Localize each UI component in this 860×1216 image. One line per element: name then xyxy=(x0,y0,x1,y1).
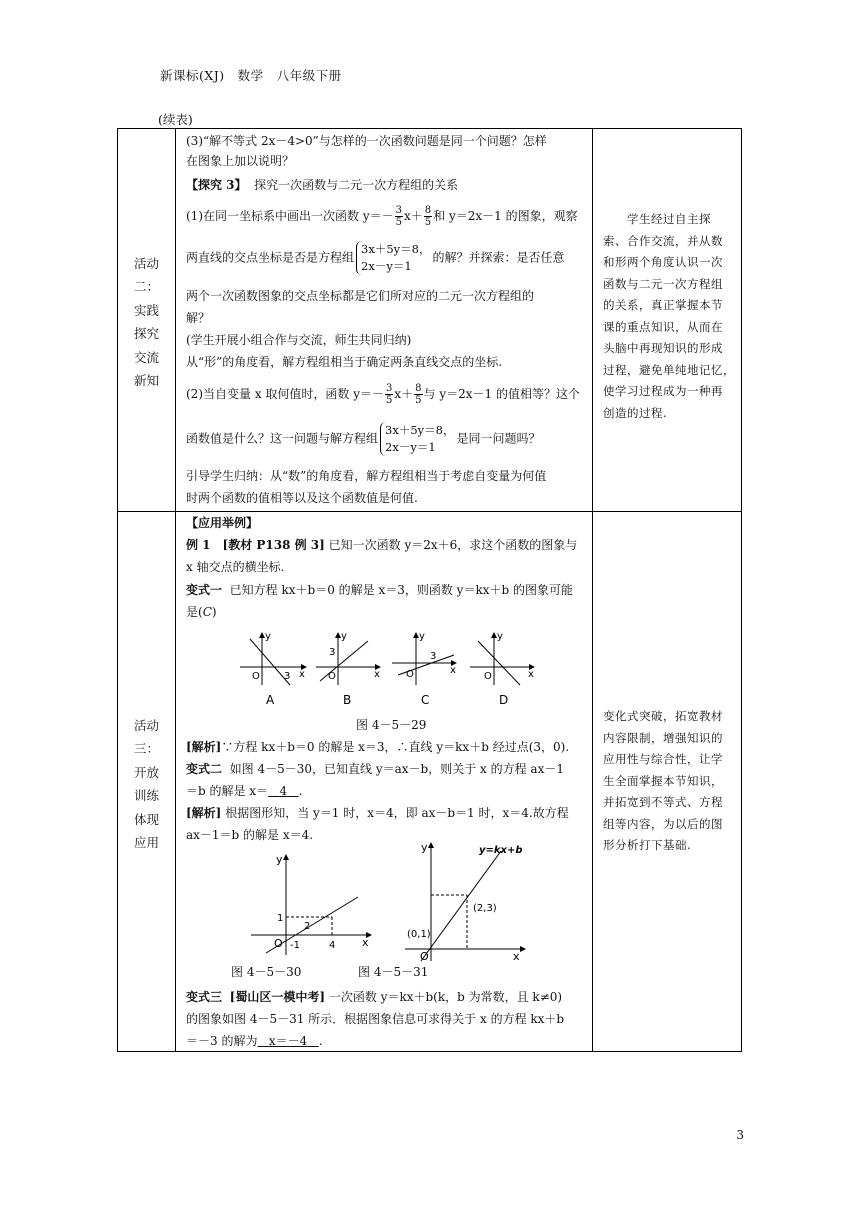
tick-label: 3 xyxy=(329,647,336,658)
row1-note xyxy=(603,209,741,424)
label-line: 实践 xyxy=(133,302,159,318)
note-line: 使学习过程成为一种再 xyxy=(603,384,723,398)
row2-note xyxy=(603,706,741,857)
variant-tag: 变式二 xyxy=(186,762,223,776)
axis-label: x xyxy=(450,665,456,676)
tick-label: 3 xyxy=(430,651,437,662)
example-1-cont: x 轴交点的横坐标. xyxy=(186,560,285,574)
figure-4-5-31 xyxy=(401,839,531,963)
note-line: 的关系，真正掌握本节 xyxy=(603,298,723,312)
text: (1)在同一坐标系中画出一次函数 y＝－ xyxy=(186,209,394,223)
graph-letter: A xyxy=(266,693,275,707)
axis-label: y xyxy=(497,631,503,642)
figure-4-5-29 xyxy=(238,629,538,709)
note-line: 生全面掌握本节知识， xyxy=(603,773,723,788)
p2-line1 xyxy=(186,383,580,406)
origin-label: O xyxy=(406,669,414,680)
label-line: 新知 xyxy=(133,373,159,389)
label-line: 训练 xyxy=(133,788,159,804)
origin-label: O xyxy=(420,950,429,963)
analysis-tag: [解析] xyxy=(186,806,222,820)
frac-den: 5 xyxy=(424,217,432,228)
variant-tag: 变式一 xyxy=(186,583,223,597)
frac-num: 8 xyxy=(424,205,432,216)
axis-label: y xyxy=(276,853,283,866)
explore-title: 探究一次函数与二元一次方程组的关系 xyxy=(254,178,459,192)
row2-label xyxy=(118,714,175,854)
example-tag: 例 1 [教材 P138 例 3] xyxy=(186,538,325,552)
equation-system xyxy=(356,241,430,275)
point-label: (0,1) xyxy=(407,929,431,940)
explore-tag: 【探究 3】 xyxy=(186,178,247,192)
label-line: 二： xyxy=(133,279,159,295)
column-divider xyxy=(175,129,176,1051)
column-divider xyxy=(592,129,593,1051)
note-line: 组等内容，为以后的图 xyxy=(603,816,723,831)
tick-label: -1 xyxy=(290,940,300,951)
note-line: 内容限制，增强知识的 xyxy=(603,730,723,745)
axis-label: x xyxy=(299,669,305,680)
text: 的解？并探索：是否任意 xyxy=(432,250,565,265)
eq: 2x－y＝1 xyxy=(385,440,436,454)
text: 根据图形知，当 y＝1 时，x＝4，即 ax－b＝1 时，x＝4.故方程 xyxy=(225,806,569,820)
question-3: (3)“解不等式 2x－4>0”与怎样的一次函数问题是同一个问题？怎样 xyxy=(186,134,547,148)
lesson-table xyxy=(117,128,742,1052)
text: 已知一次函数 y＝2x＋6，求这个函数的图象与 xyxy=(328,538,578,552)
fraction xyxy=(395,205,403,228)
variant-3-cont: 的图象如图 4－5－31 所示．根据图象信息可求得关于 x 的方程 kx＋b xyxy=(186,1012,565,1026)
explore-heading xyxy=(186,176,458,196)
page-header: 新课标(XJ) 数学 八年级下册 xyxy=(160,68,342,83)
variant-2-cont xyxy=(186,782,302,802)
note-line: 和形两个角度认识一次 xyxy=(603,255,723,269)
note-line: 索、合作交流，并从数 xyxy=(603,233,723,248)
analysis-2 xyxy=(186,804,569,824)
label-line: 应用 xyxy=(133,835,159,851)
analysis-tag: [解析] xyxy=(186,740,222,754)
analysis-1 xyxy=(186,738,569,758)
p1-line3: 两个一次函数图象的交点坐标都是它们所对应的二元一次方程组的 xyxy=(186,289,535,303)
text: 两直线的交点坐标是否是方程组 xyxy=(186,250,355,265)
fraction xyxy=(414,383,422,406)
tick-label: 3 xyxy=(284,671,291,682)
text: 是( xyxy=(186,605,203,619)
tick-label: 1 xyxy=(277,913,284,924)
tick-label: 4 xyxy=(329,940,336,951)
text: 与 y＝2x－1 的值相等？这个 xyxy=(423,387,580,401)
variant-2 xyxy=(186,760,564,780)
axis-label: y xyxy=(341,631,347,642)
axis-label: y xyxy=(265,631,271,642)
text: 和 y＝2x－1 的图象，观察 xyxy=(433,209,578,223)
origin-label: O xyxy=(274,937,283,950)
frac-num: 3 xyxy=(395,205,402,216)
answer xyxy=(257,1034,318,1048)
note-line: 函数与二元一次方程组 xyxy=(603,276,723,291)
note-line: 课的重点知识，从而在 xyxy=(603,319,723,334)
text: (2)当自变量 x 取何值时，函数 y＝－ xyxy=(186,387,384,401)
fraction xyxy=(424,205,432,228)
axis-label: x xyxy=(374,669,380,680)
text: . xyxy=(318,1034,323,1048)
point-label: (2,3) xyxy=(473,903,497,914)
text: ∵方程 kx＋b＝0 的解是 x＝3，∴直线 y＝kx＋b 经过点(3，0). xyxy=(221,740,570,754)
axis-label: y xyxy=(419,631,425,642)
note-line: 形分析打下基础. xyxy=(603,838,692,852)
equation-system xyxy=(380,422,454,456)
text: 如图 4－5－30，已知直线 y＝ax－b，则关于 x 的方程 ax－1 xyxy=(229,762,564,776)
axis-label: x xyxy=(528,669,534,680)
origin-label: O xyxy=(328,671,336,682)
label-line: 活动 xyxy=(133,718,159,733)
text: x＋ xyxy=(394,387,414,401)
axis-label: y xyxy=(421,841,428,854)
note-line: 变化式突破，拓宽教材 xyxy=(603,709,723,723)
text: ＝b 的解是 x＝ xyxy=(186,784,269,798)
fraction xyxy=(385,383,393,406)
answer-value: 4 xyxy=(279,784,288,798)
label-line: 三： xyxy=(133,741,159,757)
page-number: 3 xyxy=(736,1128,744,1142)
note-line: 创造的过程. xyxy=(603,405,668,420)
app-heading: 【应用举例】 xyxy=(186,516,259,530)
p1-line1 xyxy=(186,205,578,228)
text: 已知方程 kx＋b＝0 的解是 x＝3，则函数 y＝kx＋b 的图象可能 xyxy=(229,583,573,597)
text: ＝－3 的解为 xyxy=(186,1034,258,1048)
origin-label: O xyxy=(484,671,492,682)
eq: 3x＋5y＝8， xyxy=(361,242,431,256)
variant-1-cont xyxy=(186,603,217,623)
text: 是同一问题吗？ xyxy=(456,431,541,446)
tick-label: 2 xyxy=(304,921,311,932)
eq: 3x＋5y＝8， xyxy=(385,423,455,437)
example-1 xyxy=(186,536,577,556)
label-line: 交流 xyxy=(133,349,159,365)
answer xyxy=(268,784,299,798)
label-line: 活动 xyxy=(133,256,159,271)
source-tag: [蜀山区一模中考] xyxy=(229,990,326,1004)
p2-line2 xyxy=(186,422,540,456)
text: ) xyxy=(211,605,217,619)
figure-caption: 图 4－5－29 xyxy=(356,718,427,732)
graph-letter: C xyxy=(421,693,430,707)
frac-num: 3 xyxy=(386,383,393,394)
p1-line4: 解？ xyxy=(186,311,211,325)
p1-line6: 从“形”的角度看，解方程组相当于确定两条直线交点的坐标. xyxy=(186,355,503,369)
note-line: 头脑中再现知识的形成 xyxy=(603,341,723,355)
figure-caption: 图 4－5－31 xyxy=(358,965,429,979)
label-line: 体现 xyxy=(133,811,159,827)
answer-value: x＝－4 xyxy=(268,1034,308,1048)
frac-num: 8 xyxy=(415,383,422,394)
text: 一次函数 y＝kx＋b(k，b 为常数，且 k≠0) xyxy=(328,990,563,1004)
variant-3-answer xyxy=(186,1032,323,1052)
note-line: 并拓宽到不等式、方程 xyxy=(603,795,723,809)
origin-label: O xyxy=(252,671,260,682)
graph-letter: B xyxy=(343,693,352,707)
axis-label: x xyxy=(362,936,369,949)
graph-letter: D xyxy=(499,693,509,707)
frac-den: 5 xyxy=(415,395,422,406)
variant-3 xyxy=(186,988,562,1008)
text: . xyxy=(298,784,303,798)
text: 函数值是什么？这一问题与解方程组 xyxy=(186,431,379,446)
graph-d xyxy=(470,631,534,707)
variant-1 xyxy=(186,581,573,601)
answer: C xyxy=(202,605,212,619)
label-line: 探究 xyxy=(133,326,159,342)
graph-c xyxy=(392,631,456,707)
figure-caption: 图 4－5－30 xyxy=(231,965,302,979)
variant-tag: 变式三 xyxy=(186,990,223,1004)
axis-label: x xyxy=(513,950,520,963)
label-line: 开放 xyxy=(133,764,159,780)
graph-b xyxy=(316,631,380,707)
row1-label xyxy=(118,252,175,392)
text: x＋ xyxy=(403,209,423,223)
continued-label: (续表) xyxy=(158,112,193,127)
analysis-2-cont: ax－1＝b 的解是 x＝4. xyxy=(186,828,314,842)
note-line: 学生经过自主探 xyxy=(627,212,711,226)
question-3-cont: 在图象上加以说明？ xyxy=(186,154,295,168)
frac-den: 5 xyxy=(386,395,393,406)
line-label: y=kx+b xyxy=(479,845,523,856)
p1-line2 xyxy=(186,241,564,275)
figure-4-5-30 xyxy=(246,851,376,961)
graph-a xyxy=(240,631,306,707)
frac-den: 5 xyxy=(395,217,402,228)
p1-line5: (学生开展小组合作与交流，师生共同归纳) xyxy=(186,333,412,347)
p2-line4: 时两个函数的值相等以及这个函数值是何值. xyxy=(186,491,418,505)
note-line: 应用性与综合性，让学 xyxy=(603,752,723,766)
p2-line3: 引导学生归纳：从“数”的角度看，解方程组相当于考虑自变量为何值 xyxy=(186,469,547,483)
eq: 2x－y＝1 xyxy=(361,259,412,273)
row-divider xyxy=(118,511,741,512)
note-line: 过程，避免单纯地记忆， xyxy=(603,362,735,377)
